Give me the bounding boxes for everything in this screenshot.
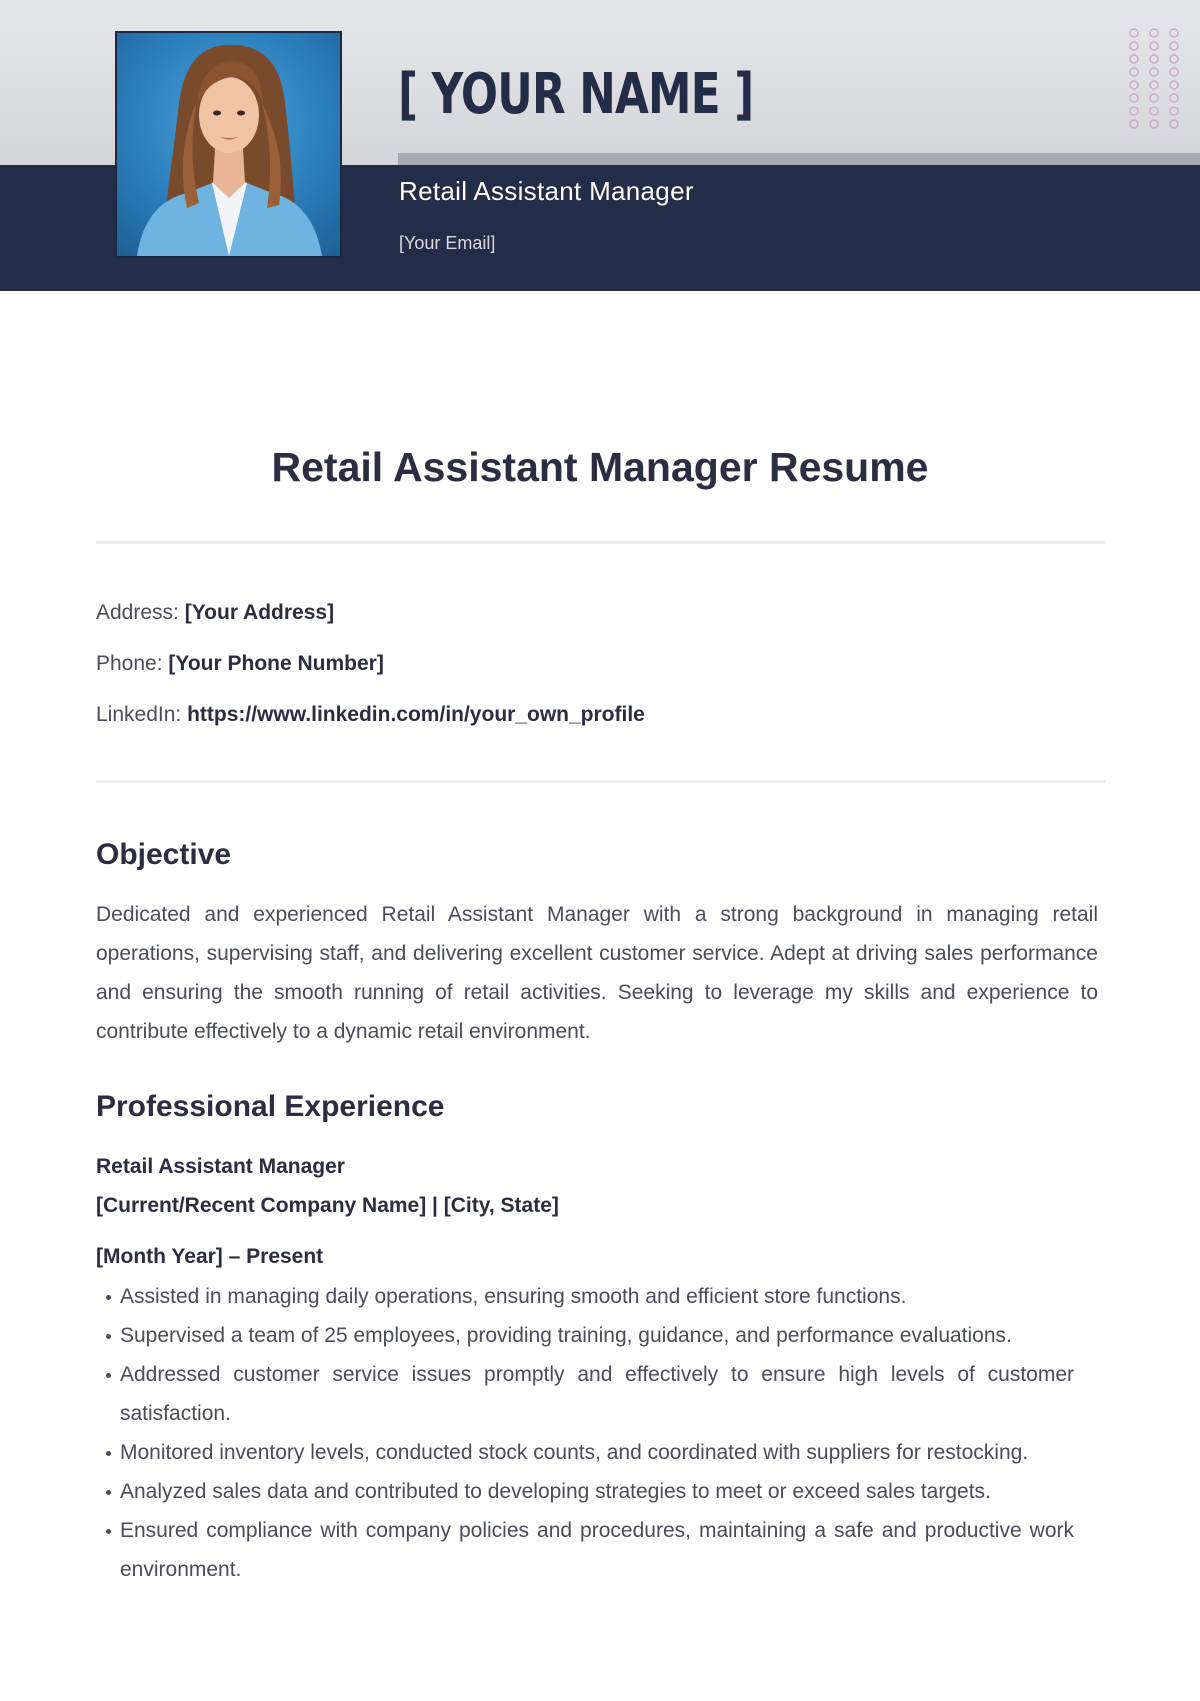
phone-label: Phone:	[96, 652, 163, 675]
experience-role: Retail Assistant Manager	[96, 1155, 345, 1178]
linkedin-link[interactable]: https://www.linkedin.com/in/your_own_profile	[187, 703, 645, 726]
candidate-name: [ YOUR NAME ]	[398, 62, 754, 127]
document-title: Retail Assistant Manager Resume	[271, 444, 929, 490]
list-item: Analyzed sales data and contributed to developing strategies to meet or exceed sales targets.	[96, 1472, 1074, 1511]
phone-value: [Your Phone Number]	[168, 652, 384, 675]
divider	[96, 780, 1105, 783]
list-item: Assisted in managing daily operations, ensuring smooth and efficient store functions.	[96, 1277, 1074, 1316]
contact-linkedin	[96, 703, 645, 727]
list-item: Monitored inventory levels, conducted stock counts, and coordinated with suppliers for restocking.	[96, 1433, 1074, 1472]
divider	[96, 541, 1105, 544]
candidate-email: [Your Email]	[399, 233, 496, 253]
list-item: Ensured compliance with company policies and procedures, maintaining a safe and productive work environment.	[96, 1511, 1074, 1589]
resume-header	[0, 0, 1200, 291]
objective-text: Dedicated and experienced Retail Assistant Manager with a strong background in managing retail operations, supervising staff, and delivering excellent customer service. Adept at driving sales performance and ensuring the smooth running of retail activities. Seeking to leverage my skills and experience to contribute effectively to a dynamic retail environment.	[96, 903, 1098, 1043]
address-value: [Your Address]	[184, 601, 335, 624]
experience-dates: [Month Year] – Present	[96, 1245, 324, 1268]
experience-bullet-list	[96, 1277, 1074, 1589]
experience-heading: Professional Experience	[96, 1090, 445, 1123]
candidate-job-title: Retail Assistant Manager	[399, 176, 694, 206]
name-underline-bar	[398, 153, 1200, 165]
profile-photo	[117, 33, 340, 256]
linkedin-label: LinkedIn:	[96, 703, 182, 726]
contact-phone	[96, 652, 384, 676]
list-item: Supervised a team of 25 employees, providing training, guidance, and performance evaluations.	[96, 1316, 1074, 1355]
list-item: Addressed customer service issues promptly and effectively to ensure high levels of customer satisfaction.	[96, 1355, 1074, 1433]
profile-photo-frame	[115, 31, 342, 258]
experience-company: [Current/Recent Company Name] | [City, State]	[96, 1194, 559, 1217]
portrait-illustration	[117, 33, 340, 256]
decorative-dots-icon	[1128, 27, 1180, 131]
address-label: Address:	[96, 601, 179, 624]
contact-address	[96, 601, 334, 625]
objective-heading: Objective	[96, 838, 232, 871]
